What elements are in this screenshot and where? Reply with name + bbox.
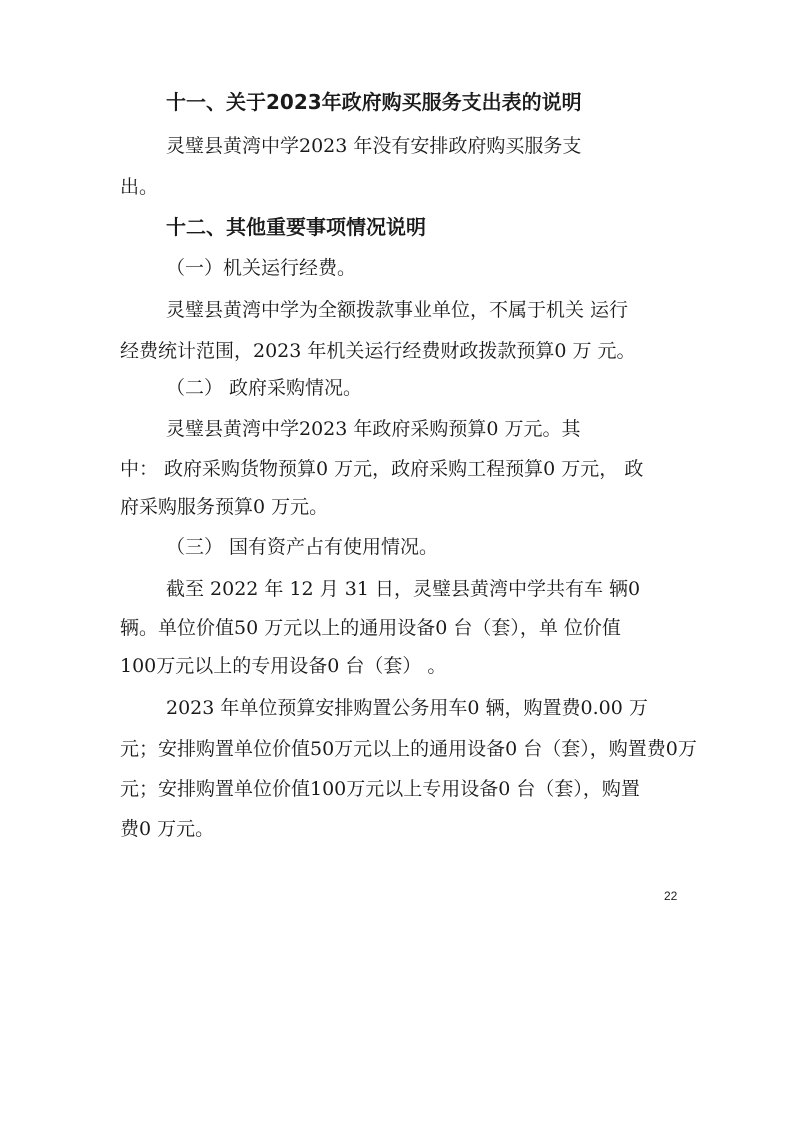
item-3-para-2-line-2: 元；安排购置单位价值50万元以上的通用设备0 台（套），购置费0万 xyxy=(120,738,697,760)
item-2-line-1: 灵璧县黄湾中学2023 年政府采购预算0 万元。其 xyxy=(166,418,581,440)
item-1-line-2: 经费统计范围，2023 年机关运行经费财政拨款预算0 万 元。 xyxy=(120,340,636,362)
item-2-line-3: 府采购服务预算0 万元。 xyxy=(120,496,329,518)
item-3-line-2: 辆。单位价值50 万元以上的通用设备0 台（套），单 位价值 xyxy=(120,617,621,639)
section-12-heading: 十二、其他重要事项情况说明 xyxy=(166,215,426,239)
item-3-para-2-line-3: 元；安排购置单位价值100万元以上专用设备0 台（套），购置 xyxy=(120,778,640,800)
section-11-line-1: 灵璧县黄湾中学2023 年没有安排政府购买服务支 xyxy=(166,135,582,157)
item-2-title: （二） 政府采购情况。 xyxy=(166,377,363,399)
item-2-line-2: 中： 政府采购货物预算0 万元，政府采购工程预算0 万元， 政 xyxy=(120,458,644,480)
item-3-para-2-line-4: 费0 万元。 xyxy=(120,818,215,840)
item-3-title: （三） 国有资产占有使用情况。 xyxy=(166,536,439,558)
item-3-para-2-line-1: 2023 年单位预算安排购置公务用车0 辆，购置费0.00 万 xyxy=(166,697,648,719)
item-3-line-3: 100万元以上的专用设备0 台（套） 。 xyxy=(120,655,447,677)
item-1-title: （一）机关运行经费。 xyxy=(166,257,357,279)
item-3-line-1: 截至 2022 年 12 月 31 日，灵璧县黄湾中学共有车 辆0 xyxy=(166,578,641,600)
section-11-heading: 十一、关于2023年政府购买服务支出表的说明 xyxy=(166,90,582,114)
item-1-line-1: 灵璧县黄湾中学为全额拨款事业单位，不属于机关 运行 xyxy=(166,299,629,321)
page-number: 22 xyxy=(664,889,678,903)
section-11-line-2: 出。 xyxy=(120,176,159,198)
